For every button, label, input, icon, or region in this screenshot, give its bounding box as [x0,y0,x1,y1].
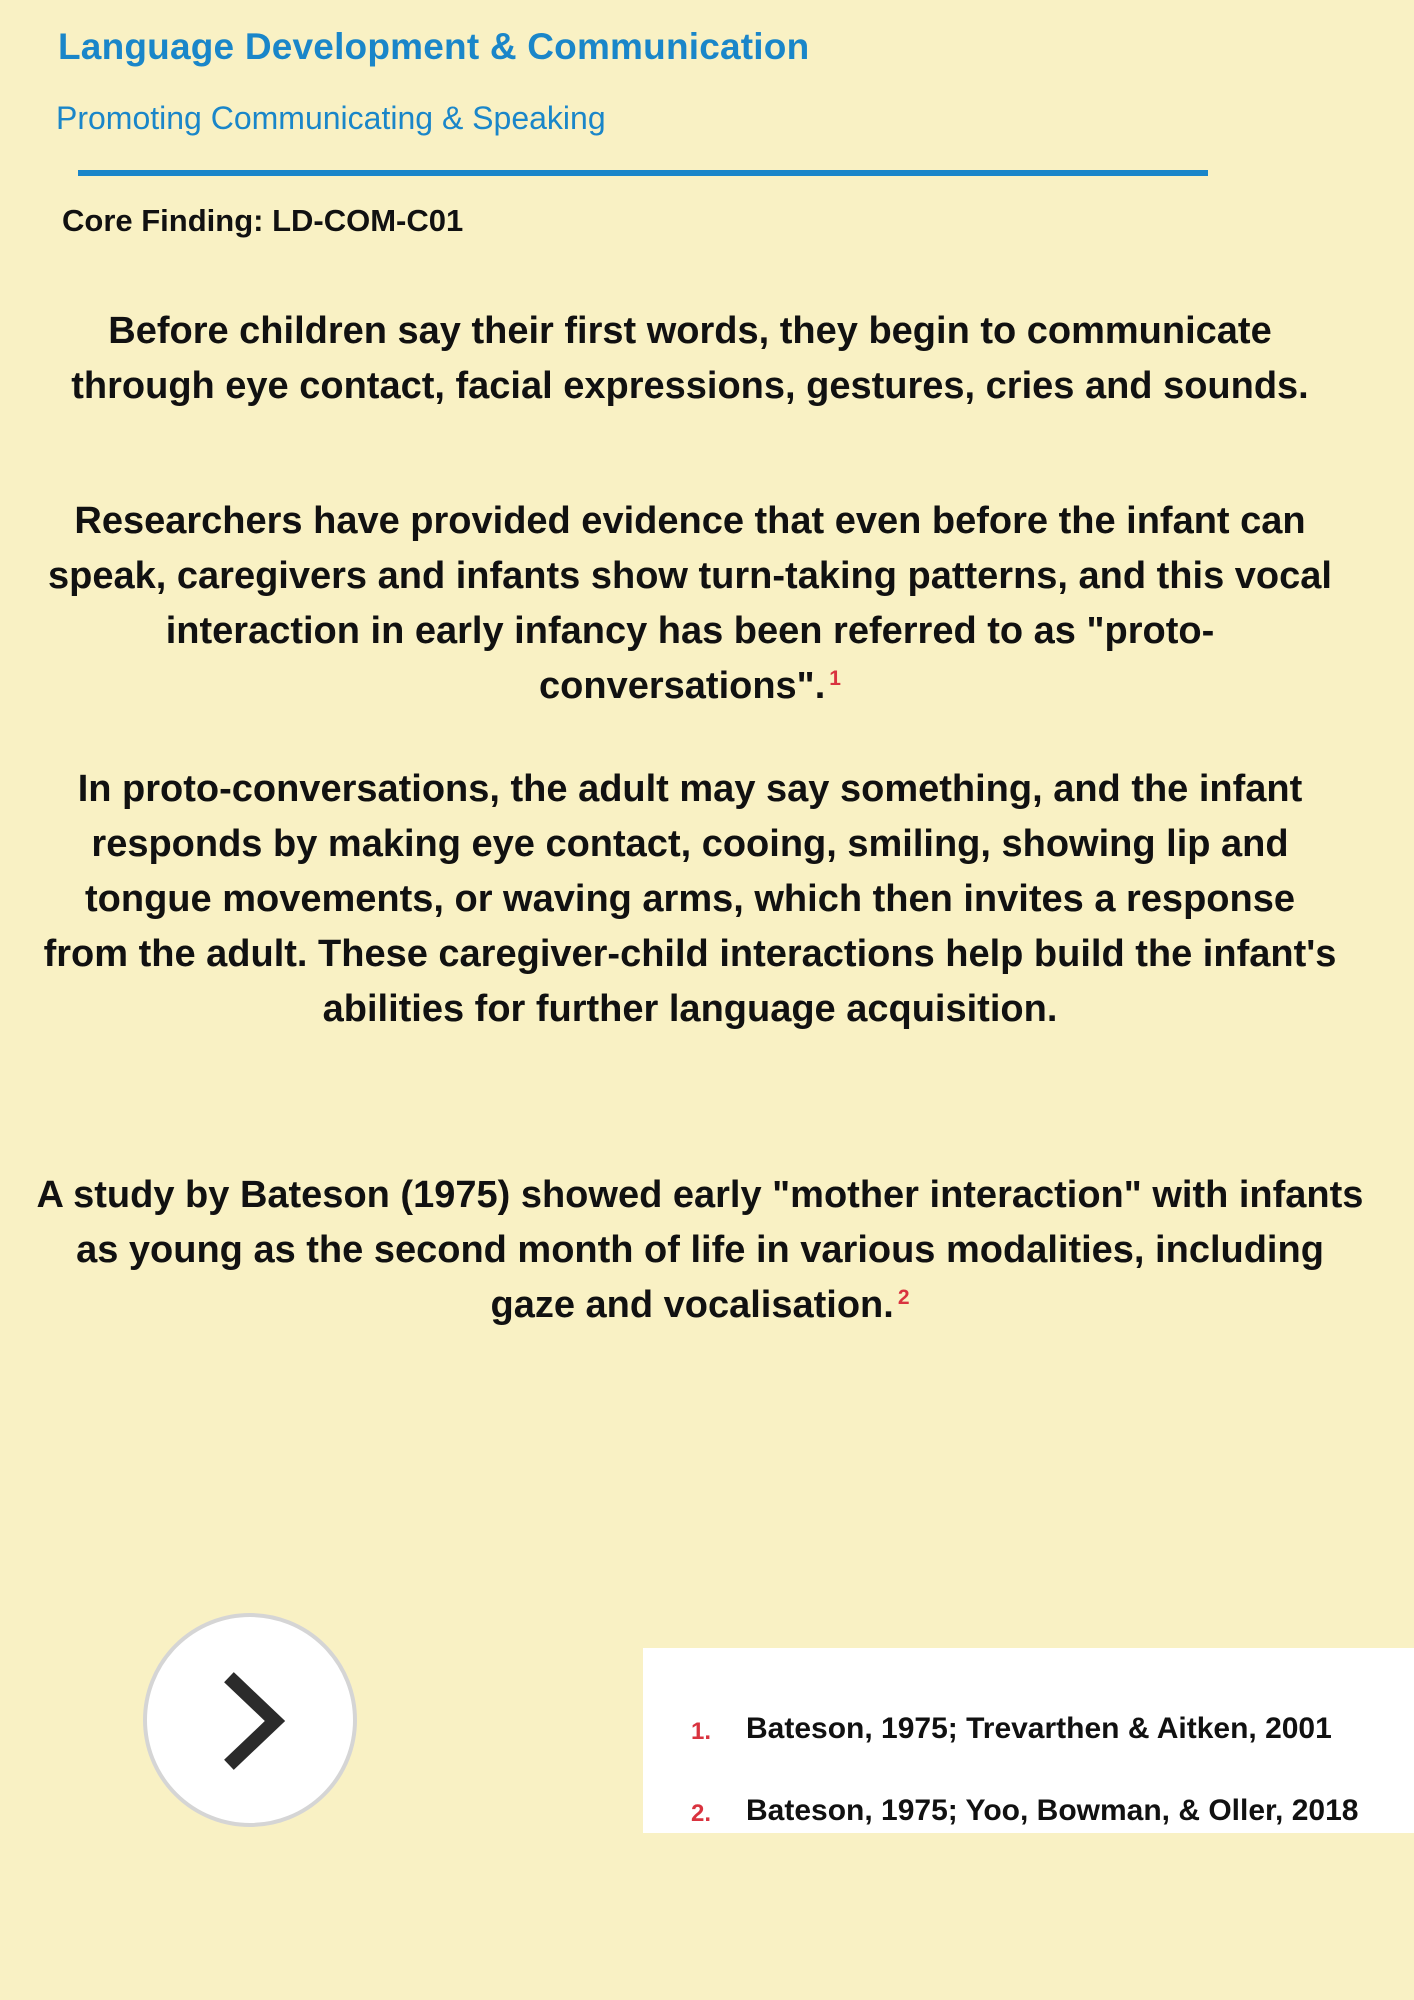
reference-item [643,1794,1414,1834]
paragraph-1-text: Before children say their first words, they begin to communicate through eye contact, facial expressions, gestures, cries and sounds. [71,310,1309,407]
next-button[interactable] [143,1613,357,1827]
paragraph-2 [40,494,1340,714]
reference-text: Bateson, 1975; Yoo, Bowman, & Oller, 2018 [746,1794,1359,1827]
paragraph-4-text: A study by Bateson (1975) showed early "mother interaction" with infants as young as the second month of life in various modalities, including gaze and vocalisation. [36,1174,1364,1326]
footnote-marker-2: 2 [897,1286,910,1309]
reference-item [643,1712,1414,1752]
paragraph-1 [40,304,1340,414]
paragraph-4 [30,1168,1370,1333]
footnote-marker-1: 1 [829,667,841,690]
page-title: Language Development & Communication [58,26,810,67]
page-subtitle: Promoting Communicating & Speaking [56,100,606,136]
reference-number: 1. [691,1718,712,1745]
header-divider [78,170,1208,176]
reference-number: 2. [691,1800,712,1827]
paragraph-2-text: Researchers have provided evidence that even before the infant can speak, caregivers and infants show turn-taking patterns, and this vocal interaction in early infancy has been referred to as "proto-conversations". [48,500,1332,707]
paragraph-3 [40,762,1340,1037]
chevron-right-icon [147,1617,353,1823]
references-panel [643,1648,1414,1833]
reference-text: Bateson, 1975; Trevarthen & Aitken, 2001 [746,1712,1332,1745]
core-finding-label: Core Finding: LD-COM-C01 [62,203,464,238]
paragraph-3-text: In proto-conversations, the adult may say something, and the infant responds by making eye contact, cooing, smiling, showing lip and tongue movements, or waving arms, which then invites a response from the adult. These caregiver-child interactions help build the infant's abilities for further language acquisition. [43,768,1337,1030]
